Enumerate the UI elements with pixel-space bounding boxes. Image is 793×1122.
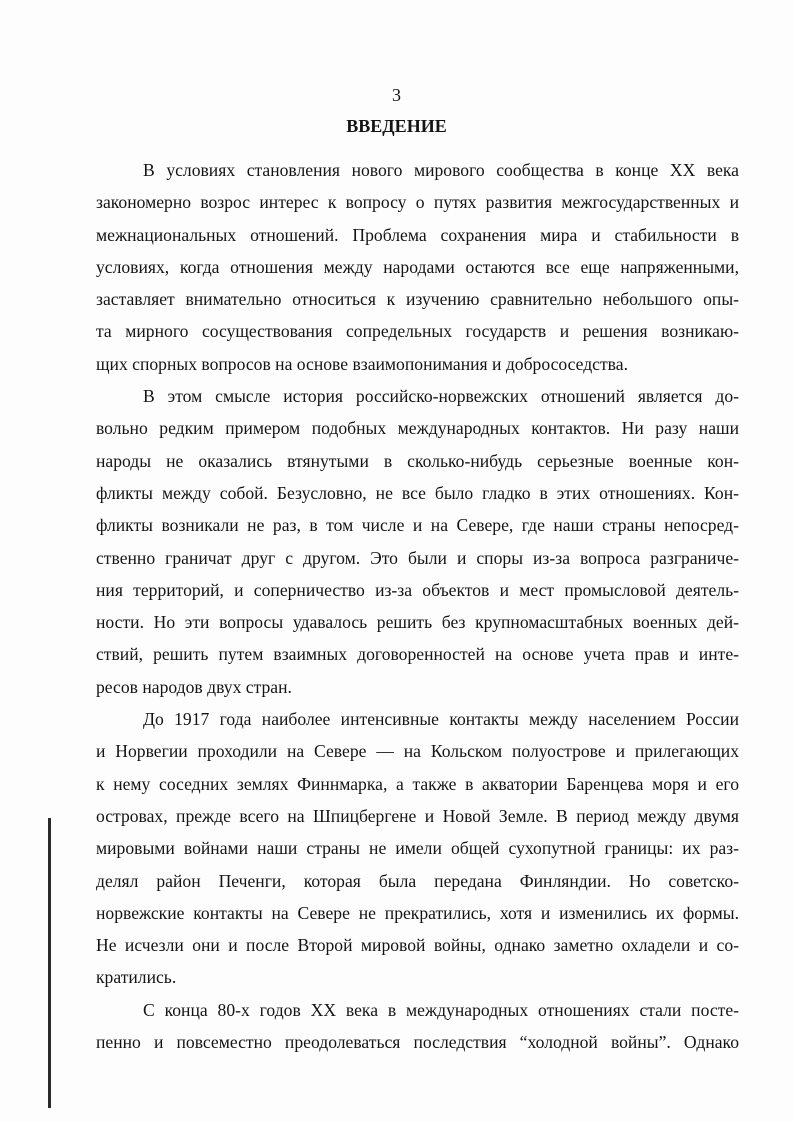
text-line: заставляет внимательно относиться к изучению сравнительно небольшого опы- — [96, 289, 739, 310]
body-text — [96, 154, 739, 1058]
text-line: к нему соседних землях Финнмарка, а также в акватории Баренцева моря и его — [96, 773, 739, 794]
text-line: С конца 80-х годов ХХ века в международных отношениях стали посте- — [143, 999, 739, 1020]
text-line: ния территорий, и соперничество из-за объектов и мест промысловой деятель- — [96, 579, 739, 600]
text-line: В условиях становления нового мирового сообщества в конце ХХ века — [143, 160, 739, 180]
paragraph-3 — [96, 703, 739, 994]
text-line: щих спорных вопросов на основе взаимопонимания и добрососедства. — [96, 353, 628, 374]
text-line: фликты между собой. Безусловно, не все было гладко в этих отношениях. Кон- — [96, 482, 739, 503]
text-line: Не исчезли они и после Второй мировой войны, однако заметно охладели и со- — [96, 935, 739, 956]
text-line: норвежские контакты на Севере не прекратились, хотя и изменились их формы. — [96, 902, 739, 923]
text-line: В этом смысле история российско-норвежских отношений является до- — [143, 386, 739, 407]
page-number: 3 — [392, 85, 401, 105]
text-line: пенно и повсеместно преодолеваться последствия “холодной войны”. Однако — [96, 1032, 739, 1053]
text-line: ресов народов двух стран. — [96, 676, 292, 697]
page-title: ВВЕДЕНИЕ — [346, 116, 447, 136]
text-line: вольно редким примером подобных международных контактов. Ни разу наши — [96, 418, 739, 439]
text-line: ственно граничат друг с другом. Это были и споры из-за вопроса разграниче- — [96, 547, 739, 568]
text-line: народы не оказались втянутыми в сколько-нибудь серьезные военные кон- — [96, 450, 739, 471]
text-line: та мирного сосуществования сопредельных государств и решения возникаю- — [96, 321, 739, 342]
paragraph-4 — [96, 994, 739, 1059]
text-line: ности. Но эти вопросы удавалось решить без крупномасштабных военных дей- — [96, 612, 739, 633]
text-line: кратились. — [96, 967, 177, 988]
text-line: До 1917 года наиболее интенсивные контакты между населением России — [143, 709, 739, 730]
text-line: делял район Печенги, которая была передана Финляндии. Но советско- — [96, 870, 739, 891]
paragraph-1 — [96, 154, 739, 380]
text-line: и Норвегии проходили на Севере — на Кольском полуострове и прилегающих — [96, 741, 739, 762]
scan-margin-line — [48, 818, 51, 1108]
text-line: мировыми войнами наши страны не имели общей сухопутной границы: их раз- — [96, 838, 739, 859]
text-line: межнациональных отношений. Проблема сохранения мира и стабильности в — [96, 224, 739, 245]
text-line: закономерно возрос интерес к вопросу о путях развития межгосударственных и — [96, 192, 739, 213]
text-line: фликты возникали не раз, в том числе и на Севере, где наши страны непосред- — [96, 515, 739, 536]
text-line: условиях, когда отношения между народами остаются все еще напряженными, — [96, 256, 739, 277]
paragraph-2 — [96, 380, 739, 703]
text-line: островах, прежде всего на Шпицбергене и Новой Земле. В период между двумя — [96, 805, 739, 826]
text-line: ствий, решить путем взаимных договоренностей на основе учета прав и инте- — [96, 644, 739, 665]
